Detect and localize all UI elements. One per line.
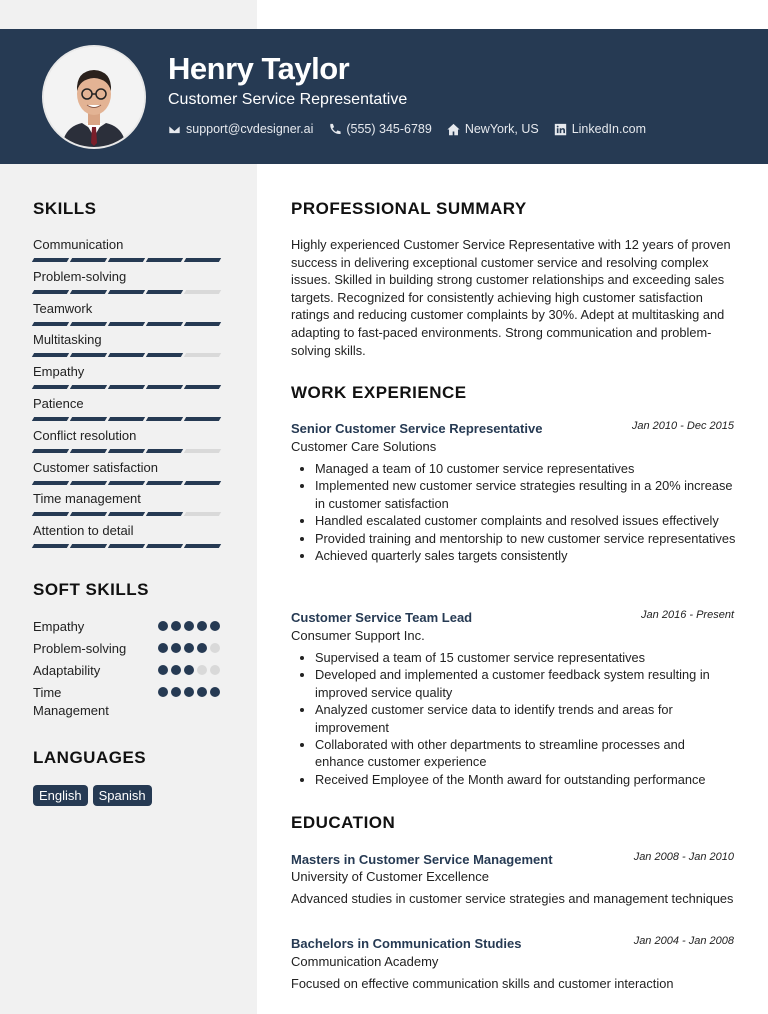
list-item: • Achieved quarterly sales targets consistently: [315, 547, 736, 564]
education-degree: Masters in Customer Service Management: [291, 852, 553, 867]
contact-location-text: NewYork, US: [464, 122, 539, 136]
skill-item: [33, 523, 223, 548]
skill-level-segment: [184, 481, 221, 485]
skill-level-segment: [70, 258, 107, 262]
list-item: • Developed and implemented a customer feedback system resulting in improved service quality: [315, 666, 736, 701]
rating-dot: [158, 687, 168, 697]
candidate-title: Customer Service Representative: [168, 91, 408, 108]
language-tag: English: [33, 785, 88, 806]
soft-skill-rating: [158, 665, 220, 675]
skill-level-segment: [184, 417, 221, 421]
skill-level-segment: [108, 481, 145, 485]
skill-level-segment: [70, 385, 107, 389]
rating-dot: [210, 665, 220, 675]
rating-dot: [197, 643, 207, 653]
skill-level-segment: [108, 544, 145, 548]
skill-level-segment: [70, 481, 107, 485]
skill-level-segment: [32, 512, 69, 516]
skill-item: [33, 428, 223, 453]
education-date: Jan 2008 - Jan 2010: [633, 851, 734, 863]
soft-skill-label: Problem-solving: [33, 641, 127, 656]
skill-level-segment: [108, 417, 145, 421]
skill-level-segment: [184, 512, 221, 516]
skill-level-segment: [108, 290, 145, 294]
soft-skill-label: Time Management: [33, 685, 109, 718]
skill-level-segment: [108, 353, 145, 357]
rating-dot: [210, 621, 220, 631]
envelope-icon: [168, 123, 181, 136]
profile-portrait-icon: [44, 47, 144, 147]
rating-dot: [171, 665, 181, 675]
skill-item: [33, 332, 223, 357]
skill-level-bar: [33, 322, 223, 326]
contact-linkedin[interactable]: [554, 122, 646, 136]
list-item: • Analyzed customer service data to identify trends and areas for improvement: [315, 701, 736, 736]
skill-label: Multitasking: [33, 332, 102, 348]
list-item: • Collaborated with other departments to streamline processes and enhance customer experience: [315, 736, 736, 771]
rating-dot: [197, 621, 207, 631]
experience-heading: WORK EXPERIENCE: [291, 383, 467, 402]
skill-label: Teamwork: [33, 300, 93, 316]
skill-item: [33, 364, 223, 389]
skill-level-segment: [32, 417, 69, 421]
skill-level-segment: [146, 481, 183, 485]
soft-skill-label: Adaptability: [33, 663, 101, 678]
skill-level-segment: [32, 481, 69, 485]
skill-level-segment: [32, 353, 69, 357]
contact-linkedin-text: LinkedIn.com: [571, 122, 647, 136]
education-heading: EDUCATION: [291, 813, 396, 832]
skill-level-segment: [70, 544, 107, 548]
list-item: • Provided training and mentorship to new customer service representatives: [315, 530, 736, 547]
skill-level-bar: [33, 290, 223, 294]
skill-item: [33, 237, 223, 262]
skill-level-bar: [33, 481, 223, 485]
job-title: Senior Customer Service Representative: [291, 421, 543, 436]
language-tag: Spanish: [93, 785, 152, 806]
languages-heading: LANGUAGES: [33, 748, 147, 767]
skill-level-segment: [146, 512, 183, 516]
list-item: • Received Employee of the Month award for outstanding performance: [315, 771, 736, 788]
rating-dot: [171, 621, 181, 631]
contact-row: [168, 122, 646, 136]
education-degree: Bachelors in Communication Studies: [291, 936, 522, 951]
skill-level-segment: [146, 385, 183, 389]
rating-dot: [210, 687, 220, 697]
skill-level-segment: [32, 385, 69, 389]
skill-label: Customer satisfaction: [33, 459, 158, 475]
skill-item: [33, 491, 223, 516]
soft-skill-label: Empathy: [33, 619, 85, 634]
skill-level-bar: [33, 353, 223, 357]
home-icon: [447, 123, 460, 136]
skill-level-bar: [33, 544, 223, 548]
skill-level-bar: [33, 512, 223, 516]
skill-level-segment: [108, 258, 145, 262]
rating-dot: [184, 643, 194, 653]
phone-icon: [328, 123, 341, 136]
skill-item: [33, 269, 223, 294]
skill-level-bar: [33, 385, 223, 389]
job-company: Customer Care Solutions: [291, 439, 437, 454]
skill-level-segment: [146, 449, 183, 453]
skill-label: Attention to detail: [33, 523, 134, 539]
rating-dot: [184, 687, 194, 697]
rating-dot: [158, 621, 168, 631]
rating-dot: [184, 621, 194, 631]
skill-label: Time management: [33, 491, 141, 507]
contact-email[interactable]: [168, 122, 313, 136]
contact-location: [447, 122, 539, 136]
skill-level-segment: [70, 290, 107, 294]
rating-dot: [171, 687, 181, 697]
skill-level-segment: [184, 449, 221, 453]
summary-heading: PROFESSIONAL SUMMARY: [291, 199, 527, 218]
skill-level-segment: [184, 353, 221, 357]
skill-level-bar: [33, 417, 223, 421]
skill-level-segment: [32, 258, 69, 262]
skill-level-bar: [33, 258, 223, 262]
list-item: • Managed a team of 10 customer service representatives: [315, 460, 736, 477]
skill-level-segment: [184, 290, 221, 294]
skill-item: [33, 301, 223, 326]
contact-phone-text: (555) 345-6789: [346, 122, 432, 136]
soft-skill-rating: [158, 643, 220, 653]
skill-level-segment: [184, 544, 221, 548]
skill-level-segment: [184, 258, 221, 262]
contact-email-text: support@cvdesigner.ai: [186, 122, 314, 136]
skill-item: [33, 396, 223, 421]
summary-text: Highly experienced Customer Service Representative with 12 years of proven success in delivering exceptional customer service and resolving complex issues. Skilled in building strong customer relationships and exceeding sales targets. Recognized for consistently achieving high customer satisfaction ratings and reducing customer complaints by 30%. Adept at multitasking and adapting to fast-paced environments. Strong communication and problem-solving skills.: [291, 237, 731, 358]
rating-dot: [184, 665, 194, 675]
job-title: Customer Service Team Lead: [291, 610, 473, 625]
skill-level-segment: [184, 322, 221, 326]
skill-item: [33, 460, 223, 485]
rating-dot: [158, 665, 168, 675]
rating-dot: [158, 643, 168, 653]
soft-skills-heading: SOFT SKILLS: [33, 580, 149, 599]
rating-dot: [197, 687, 207, 697]
skill-level-segment: [146, 353, 183, 357]
list-item: • Handled escalated customer complaints and resolved issues effectively: [315, 512, 736, 529]
skill-label: Conflict resolution: [33, 427, 137, 443]
skill-level-segment: [70, 417, 107, 421]
job-bullets: [291, 649, 736, 788]
education-school: University of Customer Excellence: [291, 869, 489, 884]
skill-level-segment: [108, 449, 145, 453]
education-date: Jan 2004 - Jan 2008: [633, 935, 734, 947]
skill-label: Patience: [33, 396, 84, 411]
profile-photo: [44, 47, 144, 147]
soft-skill-rating: [158, 621, 220, 631]
education-description: Focused on effective communication skills and customer interaction: [291, 976, 674, 991]
rating-dot: [171, 643, 181, 653]
skill-label: Communication: [33, 237, 124, 252]
skill-level-segment: [146, 544, 183, 548]
skill-level-segment: [146, 417, 183, 421]
skill-level-segment: [108, 322, 145, 326]
header-banner: [0, 29, 768, 164]
list-item: • Supervised a team of 15 customer service representatives: [315, 649, 736, 666]
education-school: Communication Academy: [291, 954, 439, 969]
candidate-name: Henry Taylor: [168, 51, 350, 86]
skill-level-segment: [184, 385, 221, 389]
rating-dot: [210, 643, 220, 653]
skill-level-segment: [146, 258, 183, 262]
skill-level-segment: [32, 544, 69, 548]
linkedin-icon: [554, 123, 567, 136]
skill-level-segment: [108, 385, 145, 389]
skill-label: Problem-solving: [33, 268, 127, 284]
skill-level-segment: [108, 512, 145, 516]
contact-phone[interactable]: [328, 122, 431, 136]
languages-list: [33, 785, 152, 806]
soft-skill-rating: [158, 687, 220, 697]
job-company: Consumer Support Inc.: [291, 628, 425, 643]
list-item: • Implemented new customer service strategies resulting in a 20% increase in customer satisfaction: [315, 477, 736, 512]
education-description: Advanced studies in customer service strategies and management techniques: [291, 891, 734, 906]
skill-level-segment: [146, 322, 183, 326]
skill-level-segment: [32, 290, 69, 294]
job-date: Jan 2016 - Present: [641, 609, 734, 621]
skill-level-bar: [33, 449, 223, 453]
skill-level-segment: [70, 512, 107, 516]
skill-label: Empathy: [33, 364, 85, 380]
skill-level-segment: [70, 449, 107, 453]
job-date: Jan 2010 - Dec 2015: [631, 420, 734, 432]
skill-level-segment: [32, 322, 69, 326]
job-bullets: [291, 460, 736, 564]
rating-dot: [197, 665, 207, 675]
skill-level-segment: [32, 449, 69, 453]
skills-heading: SKILLS: [33, 199, 97, 218]
skill-level-segment: [70, 322, 107, 326]
skill-level-segment: [146, 290, 183, 294]
skill-level-segment: [70, 353, 107, 357]
